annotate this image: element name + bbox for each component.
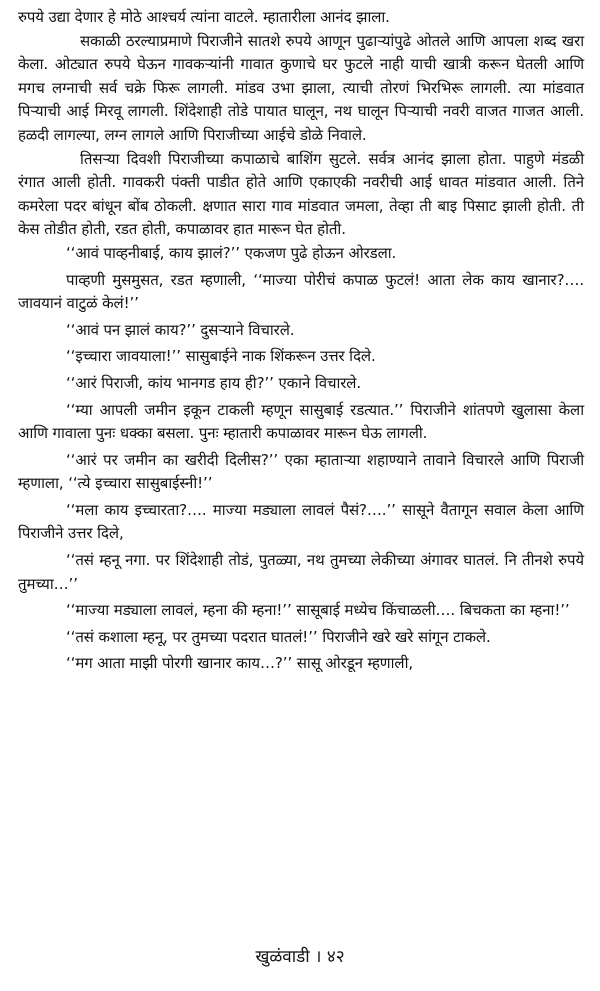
dialogue-line: ‘‘मग आता माझी पोरगी खानार काय…?’’ सासू ओरडून म्हणाली,: [66, 654, 414, 673]
dialogue-line: ‘‘मला काय इच्चारता?…. माज्या मड्याला लावलं पैसं?….’’ सासूने वैतागून सवाल केला आणि पिराजीने उत्तर दिले,: [18, 500, 584, 543]
paragraph: सकाळी ठरल्याप्रमाणे पिराजीने सातशे रुपये आणून पुढाऱ्यांपुढे ओतले आणि आपला शब्द खरा केला. ओट्यात रुपये घेऊन गावकऱ्यांनी गावात कुणाचे घर फुटले नाही याची खात्री करून घेतली आणि मगच लग्नाची सर्व चक्रे फिरू लागली. मांडव उभा झाला, त्याची तोरणं भिरभिरू लागली. त्या मांडवात पिऱ्याची आई मिरवू लागली. शिंदेशाही तोडे पायात घालून, नथ घालून पिऱ्याची नवरी वाजत गाजत आली. हळदी लागल्या, लग्न लागले आणि पिराजीच्या आईचे डोळे निवाले.: [18, 31, 584, 144]
running-title-page-number: खुळंवाडी । ४२: [255, 947, 345, 967]
dialogue-line: ‘‘आरं पर जमीन का खरीदी दिलीस?’’ एका म्हाताऱ्या शहाण्याने तावाने विचारले आणि पिराजी म्हणाला, ‘‘त्ये इच्चारा सासुबाईस्नी!’’: [18, 450, 584, 493]
dialogue-line: ‘‘तसं म्हनू नगा. पर शिंदेशाही तोडं, पुतळ्या, नथ तुमच्या लेकीच्या अंगावर घातलं. नि तीनशे रुपये तुमच्या…’’: [18, 551, 584, 593]
body-text: [18, 6, 584, 676]
dialogue-line: ‘‘इच्चारा जावयाला!’’ सासुबाईने नाक शिंकरून उत्तर दिले.: [66, 347, 376, 366]
paragraph: रुपये उद्या देणार हे मोठे आश्चर्य त्यांना वाटले. म्हातारीला आनंद झाला.: [18, 8, 390, 26]
dialogue-line: ‘‘आवं पाव्हनीबाई, काय झालं?’’ एकजण पुढे होऊन ओरडला.: [66, 243, 397, 262]
dialogue-line: ‘‘तसं कशाला म्हनू, पर तुमच्या पदरात घातलं!’’ पिराजीने खरे खरे सांगून टाकले.: [66, 627, 491, 646]
dialogue-line: ‘‘आवं पन झालं काय?’’ दुसऱ्याने विचारले.: [66, 320, 295, 339]
paragraph: तिसऱ्या दिवशी पिराजीच्या कपाळाचे बाशिंग सुटले. सर्वत्र आनंद झाला होता. पाहुणे मंडळी रंगात आली होती. गावकरी पंक्ती पाडीत होते आणि एकाएकी नवरीची आई धावत मांडवात आली. तिने कमरेला पदर बांधून बोंब ठोकली. क्षणात सारा गाव मांडवात जमला, तेव्हा ती बाइ पिसाट झाली होती. ती केस तोडीत होती, रडत होती, कपाळावर हात मारून घेत होती.: [18, 149, 584, 239]
page-footer: [0, 944, 600, 967]
dialogue-line: ‘‘आरं पिराजी, कांय भानगड हाय ही?’’ एकाने विचारले.: [66, 373, 362, 392]
dialogue-line: ‘‘माज्या मड्याला लावलं, म्हना की म्हना!’’ सासूबाई मध्येच किंचाळली…. बिचकता का म्हना!’’: [66, 601, 570, 620]
dialogue-line: पाव्हणी मुसमुसत, रडत म्हणाली, ‘‘माज्या पोरीचं कपाळ फुटलं! आता लेक काय खानार?…. जावयानं वाटुळं केलं!’’: [18, 270, 584, 313]
dialogue-line: ‘‘म्या आपली जमीन इकून टाकली म्हणून सासुबाई रडत्यात.’’ पिराजीने शांतपणे खुलासा केला आणि गावाला पुनः धक्का बसला. पुनः म्हातारी कपाळावर मारून घेऊ लागली.: [18, 400, 584, 443]
